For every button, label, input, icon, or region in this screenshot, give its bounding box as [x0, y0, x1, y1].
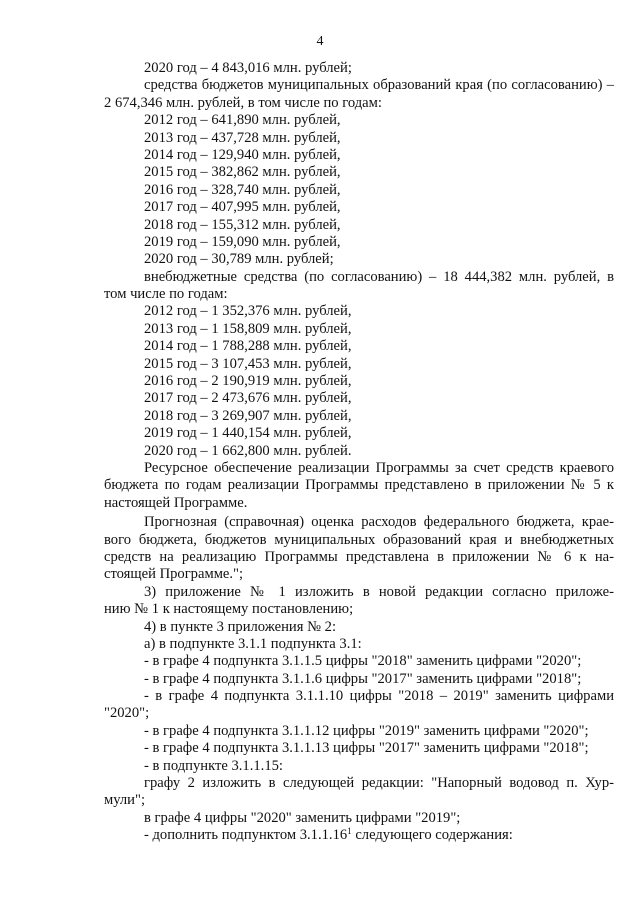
text-line: - в подпункте 3.1.1.15:: [144, 757, 283, 774]
text-line: вого бюджета, бюджетов муниципальных образований края и внебюджетных: [104, 531, 614, 548]
text-line: - в графе 4 подпункта 3.1.1.5 цифры "2018" заменить цифрами "2020";: [144, 653, 582, 670]
text-line: 2016 год – 328,740 млн. рублей,: [144, 181, 341, 198]
text-line: 2019 год – 1 440,154 млн. рублей,: [144, 425, 352, 442]
text-line: бюджета по годам реализации Программы представлено в приложении № 5 к: [104, 477, 614, 494]
text-line: 2017 год – 2 473,676 млн. рублей,: [144, 390, 352, 407]
text-line: 3) приложение № 1 изложить в новой редакции согласно приложе-: [144, 583, 614, 600]
text-line: Прогнозная (справочная) оценка расходов федерального бюджета, крае-: [144, 514, 614, 531]
text-line: 2015 год – 3 107,453 млн. рублей,: [144, 355, 352, 372]
text-line: 2016 год – 2 190,919 млн. рублей,: [144, 373, 352, 390]
text-line: а) в подпункте 3.1.1 подпункта 3.1:: [144, 635, 362, 652]
text-line: [104, 827, 614, 844]
text-line: 2014 год – 129,940 млн. рублей,: [144, 146, 341, 163]
text-line: 2020 год – 4 843,016 млн. рублей;: [144, 60, 352, 76]
text-line: графу 2 изложить в следующей редакции: "Напорный водовод п. Хур-: [144, 775, 614, 792]
text-line: нию № 1 к настоящему постановлению;: [104, 601, 354, 618]
text-line: Ресурсное обеспечение реализации Программы за счет средств краевого: [144, 459, 614, 476]
superscript: 1: [347, 827, 352, 837]
text-line: 2018 год – 3 269,907 млн. рублей,: [144, 407, 352, 424]
text-line: 2013 год – 1 158,809 млн. рублей,: [144, 320, 352, 337]
text-fragment: следующего содержания:: [351, 827, 513, 844]
text-line: мули";: [104, 792, 145, 809]
text-line: том числе по годам:: [104, 286, 228, 303]
text-line: средств на реализацию Программы представлена в приложении № 6 к на-: [104, 548, 614, 565]
text-line: 2 674,346 млн. рублей, в том числе по годам:: [104, 94, 382, 111]
text-line: настоящей Программе.: [104, 494, 248, 511]
text-line: - в графе 4 подпункта 3.1.1.13 цифры "2017" заменить цифрами "2018";: [144, 740, 589, 757]
text-line: 2020 год – 30,789 млн. рублей;: [144, 251, 334, 268]
text-line: 2018 год – 155,312 млн. рублей,: [144, 216, 341, 233]
text-fragment: - дополнить подпунктом 3.1.1.16: [144, 827, 348, 844]
text-line: средства бюджетов муниципальных образований края (по согласованию) –: [144, 77, 614, 94]
text-line: 2020 год – 1 662,800 млн. рублей.: [144, 442, 352, 459]
text-line: 2012 год – 1 352,376 млн. рублей,: [144, 303, 352, 320]
text-line: "2020";: [104, 705, 150, 722]
text-line: в графе 4 цифры "2020" заменить цифрами "2019";: [144, 809, 461, 826]
text-line: - в графе 4 подпункта 3.1.1.10 цифры "2018 – 2019" заменить цифрами: [144, 688, 614, 705]
text-line: - в графе 4 подпункта 3.1.1.12 цифры "2019" заменить цифрами "2020";: [144, 722, 589, 739]
text-line: 4) в пункте 3 приложения № 2:: [144, 618, 337, 635]
text-line: внебюджетные средства (по согласованию) – 18 444,382 млн. рублей, в: [144, 268, 614, 285]
text-line: 2017 год – 407,995 млн. рублей,: [144, 199, 341, 216]
text-line: 2012 год – 641,890 млн. рублей,: [144, 112, 341, 129]
text-line: - в графе 4 подпункта 3.1.1.6 цифры "2017" заменить цифрами "2018";: [144, 670, 582, 687]
text-line: 2015 год – 382,862 млн. рублей,: [144, 164, 341, 181]
page-number: 4: [316, 34, 324, 49]
text-line: 2013 год – 437,728 млн. рублей,: [144, 129, 341, 146]
text-line: стоящей Программе.";: [104, 566, 244, 583]
text-line: 2019 год – 159,090 млн. рублей,: [144, 233, 341, 250]
document-body: [104, 60, 614, 845]
text-line: 2014 год – 1 788,288 млн. рублей,: [144, 338, 352, 355]
